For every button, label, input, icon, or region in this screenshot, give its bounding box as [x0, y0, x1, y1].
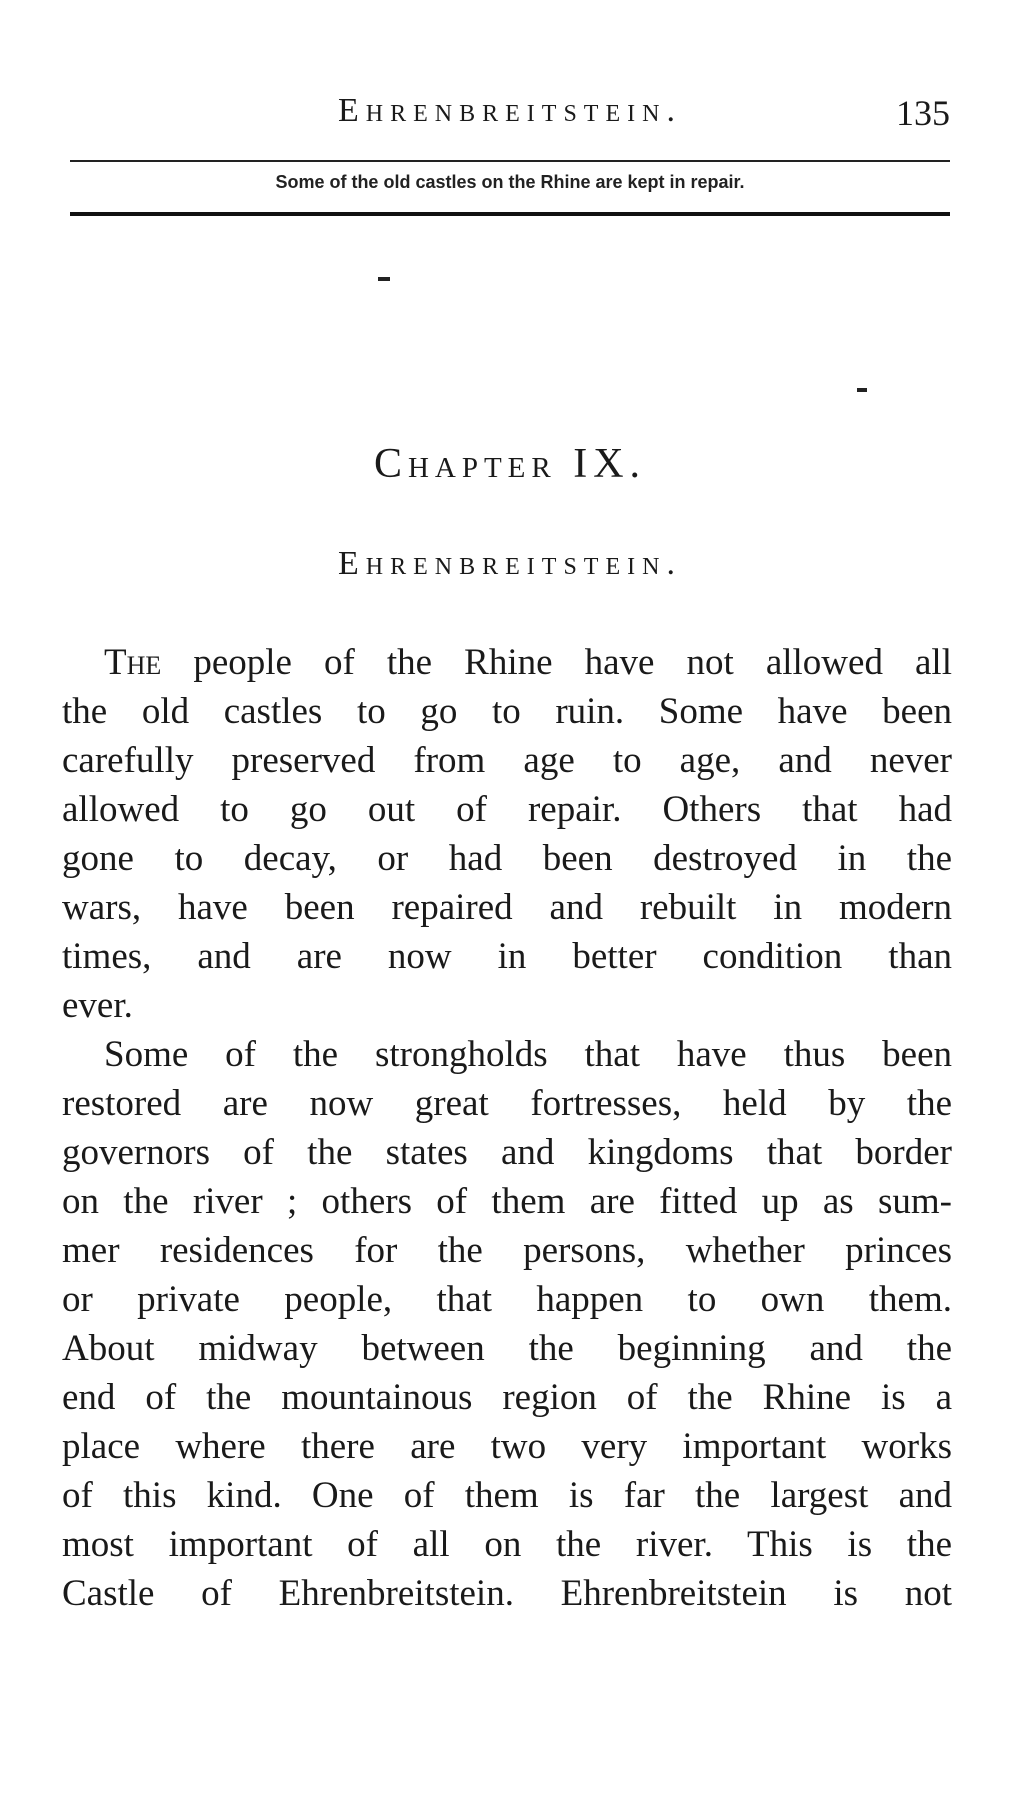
text-line: Some of the strongholds that have thus been — [104, 1034, 952, 1075]
text-line: or private people, that happen to own them. — [62, 1279, 952, 1320]
text-line: end of the mountainous region of the Rhine is a — [62, 1377, 952, 1418]
text-line: mer residences for the persons, whether princes — [62, 1230, 952, 1271]
text-line: the old castles to go to ruin. Some have been — [62, 691, 952, 732]
header-rule-bottom — [70, 212, 950, 216]
text-line: on the river ; others of them are fitted up as sum- — [62, 1181, 952, 1222]
chapter-number: Chapter IX. — [373, 441, 647, 487]
text-line: place where there are two very important works — [62, 1426, 952, 1467]
text-line: restored are now great fortresses, held by the — [62, 1083, 952, 1124]
side-note: Some of the old castles on the Rhine are kept in repair. — [275, 172, 745, 192]
text-line: governors of the states and kingdoms that border — [62, 1132, 952, 1173]
body-text — [62, 638, 952, 1618]
text-line: most important of all on the river. This is the — [62, 1524, 952, 1565]
text-line: About midway between the beginning and the — [62, 1328, 952, 1369]
text-line: ever. — [62, 985, 133, 1026]
text-line: Castle of Ehrenbreitstein. Ehrenbreitstein is not — [62, 1573, 952, 1614]
text-line: wars, have been repaired and rebuilt in modern — [62, 887, 952, 928]
lead-word: The — [104, 642, 162, 683]
running-title: Ehrenbreitstein. — [338, 92, 682, 129]
print-speck — [857, 388, 867, 392]
text-line — [62, 638, 952, 687]
text-line: carefully preserved from age to age, and never — [62, 740, 952, 781]
text-line: allowed to go out of repair. Others that had — [62, 789, 952, 830]
line-text: people of the Rhine have not allowed all — [161, 642, 952, 683]
page-number: 135 — [896, 93, 950, 133]
text-line: times, and are now in better condition than — [62, 936, 952, 977]
header-rule-top — [70, 160, 950, 162]
text-line: of this kind. One of them is far the largest and — [62, 1475, 952, 1516]
chapter-title: Ehrenbreitstein. — [338, 545, 682, 582]
text-line: gone to decay, or had been destroyed in the — [62, 838, 952, 879]
running-header — [70, 92, 950, 142]
print-speck — [378, 277, 390, 281]
